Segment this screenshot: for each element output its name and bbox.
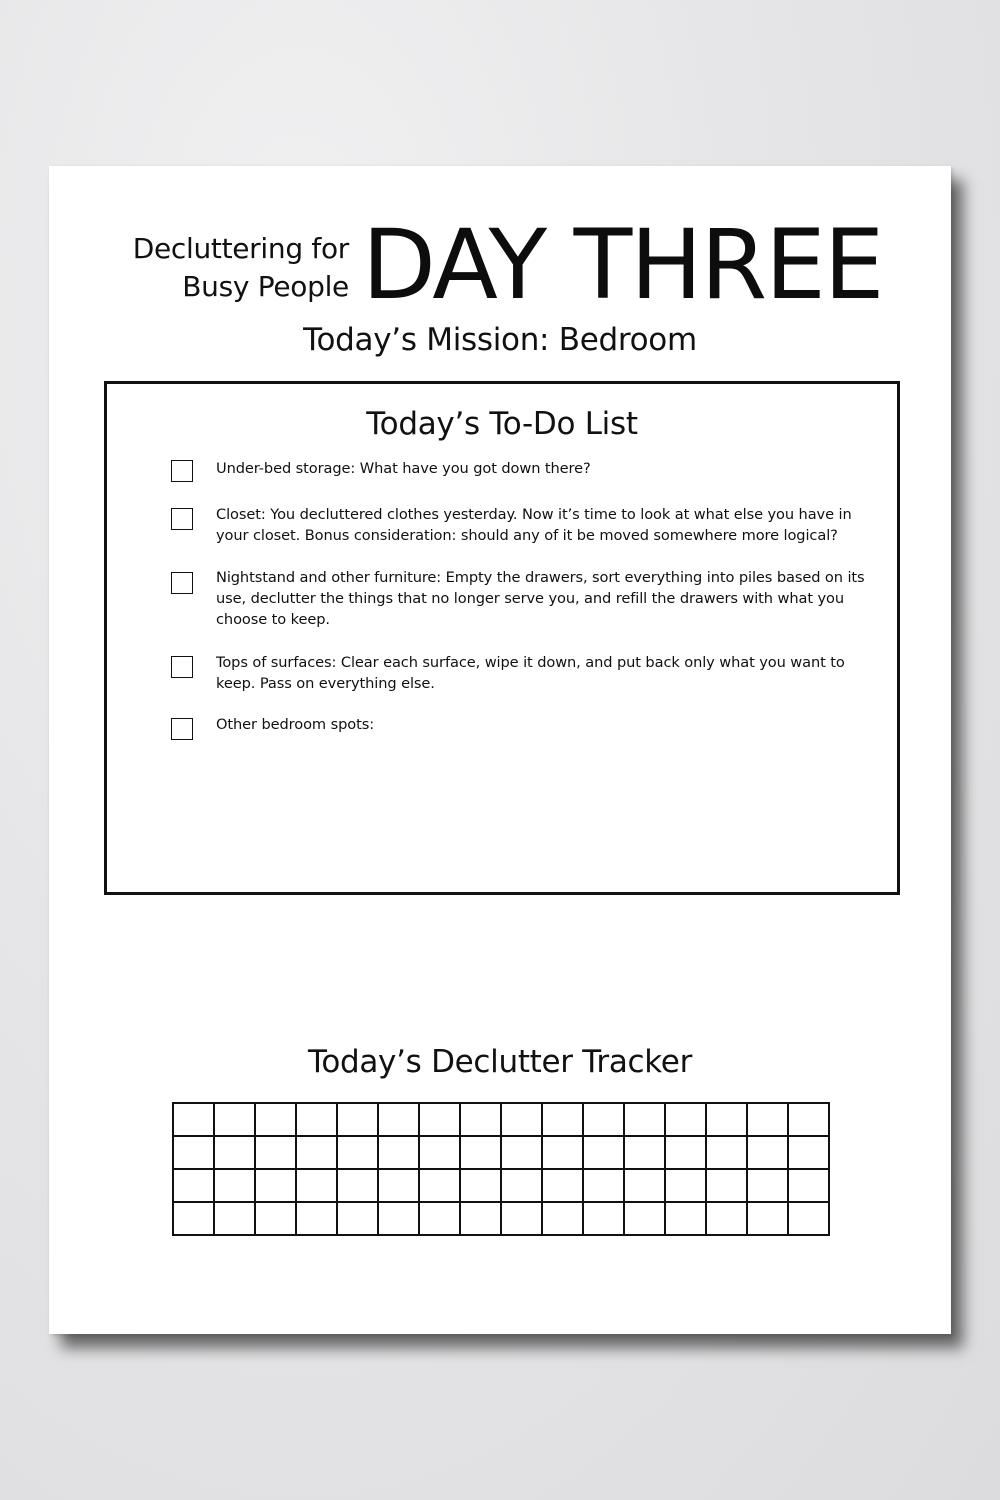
tracker-cell[interactable] — [665, 1202, 706, 1235]
tracker-row — [173, 1202, 829, 1235]
day-title: DAY THREE — [362, 209, 883, 321]
tracker-cell[interactable] — [337, 1136, 378, 1169]
tracker-cell[interactable] — [501, 1169, 542, 1202]
tracker-cell[interactable] — [624, 1169, 665, 1202]
tracker-title: Today’s Declutter Tracker — [307, 1044, 693, 1080]
todo-item-text: Other bedroom spots: — [216, 716, 375, 733]
todo-list-box — [104, 381, 900, 895]
tracker-row — [173, 1136, 829, 1169]
tracker-cell[interactable] — [501, 1103, 542, 1136]
tracker-cell[interactable] — [460, 1136, 501, 1169]
tracker-cell[interactable] — [788, 1169, 829, 1202]
tracker-cell[interactable] — [706, 1169, 747, 1202]
tracker-cell[interactable] — [255, 1202, 296, 1235]
tracker-cell[interactable] — [214, 1136, 255, 1169]
checkbox[interactable] — [171, 656, 193, 678]
tracker-cell[interactable] — [214, 1169, 255, 1202]
declutter-tracker-grid — [172, 1102, 830, 1236]
mission-heading: Today’s Mission: Bedroom — [303, 322, 697, 358]
checkbox[interactable] — [171, 460, 193, 482]
tracker-cell[interactable] — [542, 1169, 583, 1202]
tracker-cell[interactable] — [337, 1202, 378, 1235]
tracker-cell[interactable] — [747, 1103, 788, 1136]
tracker-cell[interactable] — [255, 1103, 296, 1136]
todo-list-title: Today’s To-Do List — [366, 406, 638, 442]
tracker-cell[interactable] — [747, 1202, 788, 1235]
tracker-cell[interactable] — [665, 1136, 706, 1169]
tracker-cell[interactable] — [501, 1202, 542, 1235]
tracker-cell[interactable] — [296, 1169, 337, 1202]
tracker-cell[interactable] — [542, 1103, 583, 1136]
worksheet-subtitle — [109, 230, 349, 306]
tracker-cell[interactable] — [173, 1169, 214, 1202]
tracker-cell[interactable] — [583, 1169, 624, 1202]
checkbox[interactable] — [171, 718, 193, 740]
tracker-cell[interactable] — [214, 1103, 255, 1136]
tracker-cell[interactable] — [460, 1202, 501, 1235]
tracker-row — [173, 1103, 829, 1136]
tracker-cell[interactable] — [296, 1202, 337, 1235]
tracker-cell[interactable] — [624, 1202, 665, 1235]
tracker-cell[interactable] — [788, 1136, 829, 1169]
tracker-cell[interactable] — [255, 1169, 296, 1202]
tracker-cell[interactable] — [542, 1136, 583, 1169]
tracker-cell[interactable] — [255, 1136, 296, 1169]
tracker-cell[interactable] — [747, 1169, 788, 1202]
tracker-cell[interactable] — [583, 1136, 624, 1169]
tracker-cell[interactable] — [337, 1103, 378, 1136]
tracker-cell[interactable] — [747, 1136, 788, 1169]
tracker-cell[interactable] — [706, 1202, 747, 1235]
tracker-cell[interactable] — [706, 1103, 747, 1136]
tracker-cell[interactable] — [173, 1202, 214, 1235]
tracker-cell[interactable] — [460, 1169, 501, 1202]
todo-item-text: Closet: You decluttered clothes yesterday. Now it’s time to look at what else you have in your closet. Bonus consideration: should any of it be moved somewhere more logical? — [216, 506, 852, 544]
subtitle-line-2: Busy People — [182, 270, 349, 303]
tracker-cell[interactable] — [173, 1136, 214, 1169]
tracker-cell[interactable] — [665, 1103, 706, 1136]
todo-item-text: Nightstand and other furniture: Empty the drawers, sort everything into piles based on its use, declutter the things that no longer serve you, and refill the drawers with what you choose to keep. — [216, 569, 865, 628]
tracker-cell[interactable] — [583, 1103, 624, 1136]
todo-item-text: Tops of surfaces: Clear each surface, wipe it down, and put back only what you want to keep. Pass on everything else. — [216, 654, 845, 692]
tracker-cell[interactable] — [542, 1202, 583, 1235]
tracker-cell[interactable] — [419, 1202, 460, 1235]
checkbox[interactable] — [171, 508, 193, 530]
tracker-cell[interactable] — [419, 1169, 460, 1202]
tracker-cell[interactable] — [788, 1202, 829, 1235]
tracker-cell[interactable] — [296, 1103, 337, 1136]
tracker-cell[interactable] — [419, 1136, 460, 1169]
checkbox[interactable] — [171, 572, 193, 594]
tracker-cell[interactable] — [378, 1169, 419, 1202]
tracker-cell[interactable] — [173, 1103, 214, 1136]
tracker-cell[interactable] — [378, 1202, 419, 1235]
tracker-cell[interactable] — [378, 1103, 419, 1136]
tracker-cell[interactable] — [337, 1169, 378, 1202]
tracker-cell[interactable] — [296, 1136, 337, 1169]
tracker-cell[interactable] — [706, 1136, 747, 1169]
todo-item-text: Under-bed storage: What have you got down there? — [216, 460, 591, 477]
tracker-cell[interactable] — [583, 1202, 624, 1235]
tracker-cell[interactable] — [501, 1136, 542, 1169]
tracker-cell[interactable] — [624, 1103, 665, 1136]
tracker-cell[interactable] — [624, 1136, 665, 1169]
worksheet-page — [49, 166, 951, 1334]
tracker-cell[interactable] — [788, 1103, 829, 1136]
tracker-cell[interactable] — [419, 1103, 460, 1136]
tracker-cell[interactable] — [378, 1136, 419, 1169]
tracker-cell[interactable] — [665, 1169, 706, 1202]
subtitle-line-1: Decluttering for — [132, 232, 349, 265]
tracker-cell[interactable] — [460, 1103, 501, 1136]
tracker-row — [173, 1169, 829, 1202]
tracker-cell[interactable] — [214, 1202, 255, 1235]
